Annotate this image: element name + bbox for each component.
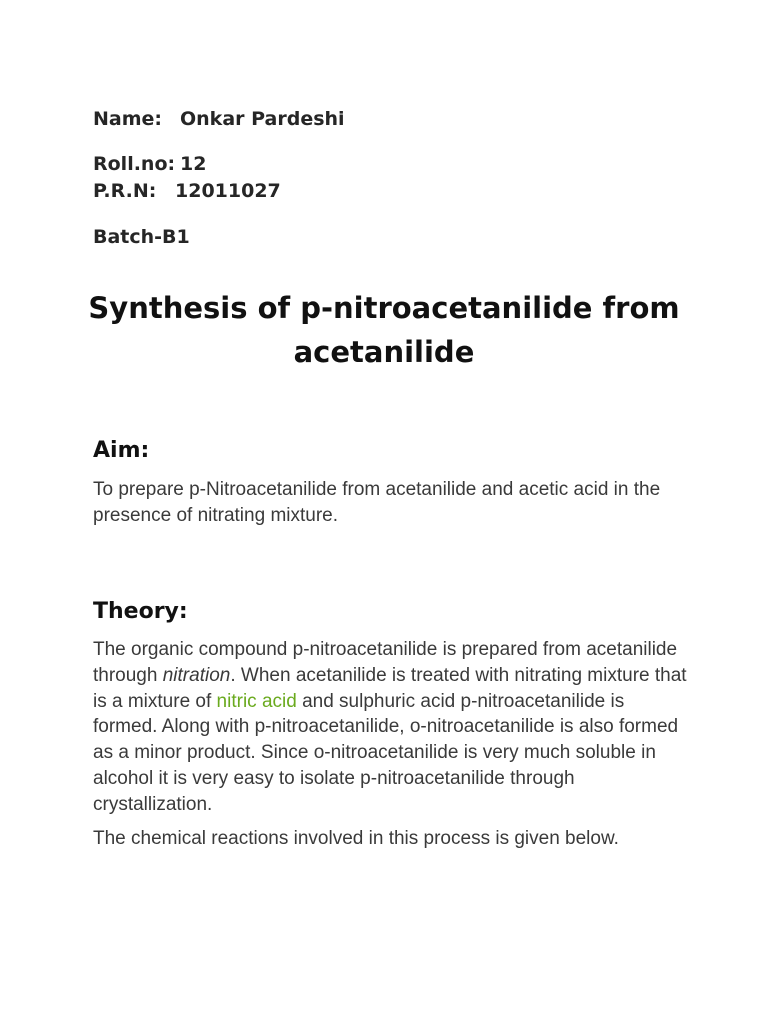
student-name-line	[93, 108, 345, 130]
aim-heading: Aim:	[93, 438, 150, 463]
aim-paragraph: To prepare p-Nitroacetanilide from acetanilide and acetic acid in the presence of nitrating mixture.	[93, 479, 661, 526]
prn-line	[93, 180, 281, 202]
theory-heading: Theory:	[93, 599, 188, 624]
reactions-paragraph: The chemical reactions involved in this process is given below.	[93, 828, 619, 849]
prn-value: 12011027	[175, 180, 281, 202]
name-value: Onkar Pardeshi	[180, 108, 345, 130]
nitric-acid-link[interactable]: nitric acid	[216, 690, 297, 712]
document-title: Synthesis of p-nitroacetanilide from acetanilide	[88, 291, 680, 369]
theory-text-part2: . When acetanilide is treated with nitrating mixture that is a mixture of	[93, 664, 687, 712]
theory-italic-term: nitration	[162, 664, 231, 686]
prn-label: P.R.N:	[93, 180, 157, 202]
theory-text-part3: and sulphuric acid p-nitroacetanilide is formed. Along with p-nitroacetanilide, o-nitroacetanilide is also formed as a minor product. Since o-nitroacetanilide is very much soluble in alcohol it is very easy to isolate p-nitroacetanilide through crystallization.	[93, 690, 679, 815]
name-label: Name:	[93, 108, 163, 130]
batch-line: Batch-B1	[93, 226, 190, 248]
roll-value: 12	[180, 153, 207, 175]
roll-number-line	[93, 153, 206, 175]
theory-text-part1: The organic compound p-nitroacetanilide is prepared from acetanilide through	[93, 639, 678, 686]
roll-label: Roll.no:	[93, 153, 176, 175]
theory-paragraph	[93, 637, 693, 818]
